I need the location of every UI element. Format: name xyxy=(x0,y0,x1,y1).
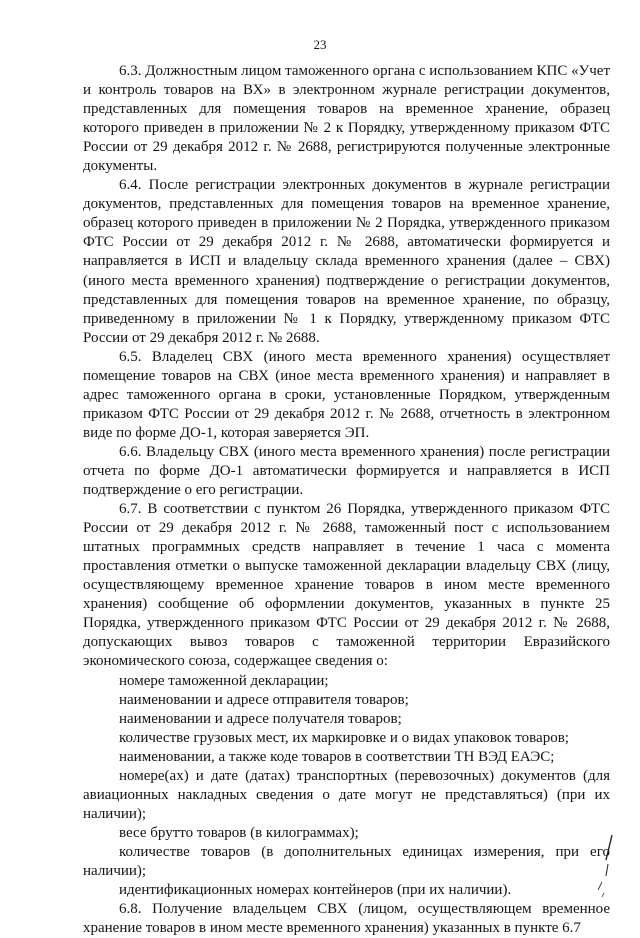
list-item: наименовании и адресе отправителя товаров; xyxy=(119,691,409,708)
document-body xyxy=(83,62,610,938)
list-item: наименовании и адресе получателя товаров; xyxy=(119,710,402,727)
paragraph-6-5: 6.5. Владелец СВХ (иного места временного хранения) осуществляет помещение товаров на СВХ (иное места временного хранения) и направляет в адрес таможенного органа в сроки, установленные Порядком, утвержденным приказом ФТС России от 29 декабря 2012 г. № 2688, отчетность в электронном виде по форме ДО-1, которая заверяется ЭП. xyxy=(83,348,610,441)
handwritten-mark xyxy=(592,830,622,900)
list-item: количестве товаров (в дополнительных единицах измерения, при его наличии); xyxy=(83,843,610,879)
list-item: идентификационных номерах контейнеров (при их наличии). xyxy=(119,882,512,899)
paragraph-6-7: 6.7. В соответствии с пунктом 26 Порядка, утвержденного приказом ФТС России от 29 декабря 2012 г. № 2688, таможенный пост с использованием штатных программных средств направляет в течение 1 часа с момента проставления отметки о выпуске таможенной декларации владельцу СВХ (лицу, осуществляющему временное хранение товаров в ином месте временного хранения) сообщение об оформлении документов, указанных в пункте 25 Порядка, утвержденного приказом ФТС России от 29 декабря 2012 г. № 2688, допускающих вывоз товаров с таможенной территории Евразийского экономического союза, содержащее сведения о: xyxy=(83,501,610,670)
paragraph-6-8: 6.8. Получение владельцем СВХ (лицом, осуществляющем временное хранение товаров в ином месте временного хранения) указанных в пункте 6.7 xyxy=(83,901,610,937)
list-item: номере(ах) и дате (датах) транспортных (перевозочных) документов (для авиационных накладных сведения о дате могут не представляться) (при их наличии); xyxy=(83,767,610,822)
list-item: количестве грузовых мест, их маркировке и о видах упаковок товаров; xyxy=(119,729,569,746)
list-item: весе брутто товаров (в килограммах); xyxy=(119,824,359,841)
paragraph-6-4: 6.4. После регистрации электронных документов в журнале регистрации документов, представленных для помещения товаров на временное хранение, образец которого приведен в приложении № 2 Порядка, утвержденного приказом ФТС России от 29 декабря 2012 г. № 2688, автоматически формируется и направляется в ИСП и владельцу склада временного хранения (далее – СВХ) (иного места временного хранения) подтверждение о регистрации документов, представленных для помещения товаров на временное хранение, по образцу, приведенному в приложении № 1 к Порядку, утвержденному приказом ФТС России от 29 декабря 2012 г. № 2688. xyxy=(83,177,610,346)
list-item: наименовании, а также коде товаров в соответствии ТН ВЭД ЕАЭС; xyxy=(119,748,555,765)
paragraph-6-3: 6.3. Должностным лицом таможенного органа с использованием КПС «Учет и контроль товаров на ВХ» в электронном журнале регистрации документов, представленных для помещения товаров на временное хранение, образец которого приведен в приложении № 2 к Порядку, утвержденному приказом ФТС России от 29 декабря 2012 г. № 2688, регистрируются полученные электронные документы. xyxy=(83,63,610,175)
page-number: 23 xyxy=(313,37,327,52)
paragraph-6-6: 6.6. Владельцу СВХ (иного места временного хранения) после регистрации отчета по форме ДО-1 автоматически формируется и направляется в ИСП подтверждение о его регистрации. xyxy=(83,443,610,499)
list-item: номере таможенной декларации; xyxy=(119,672,329,689)
